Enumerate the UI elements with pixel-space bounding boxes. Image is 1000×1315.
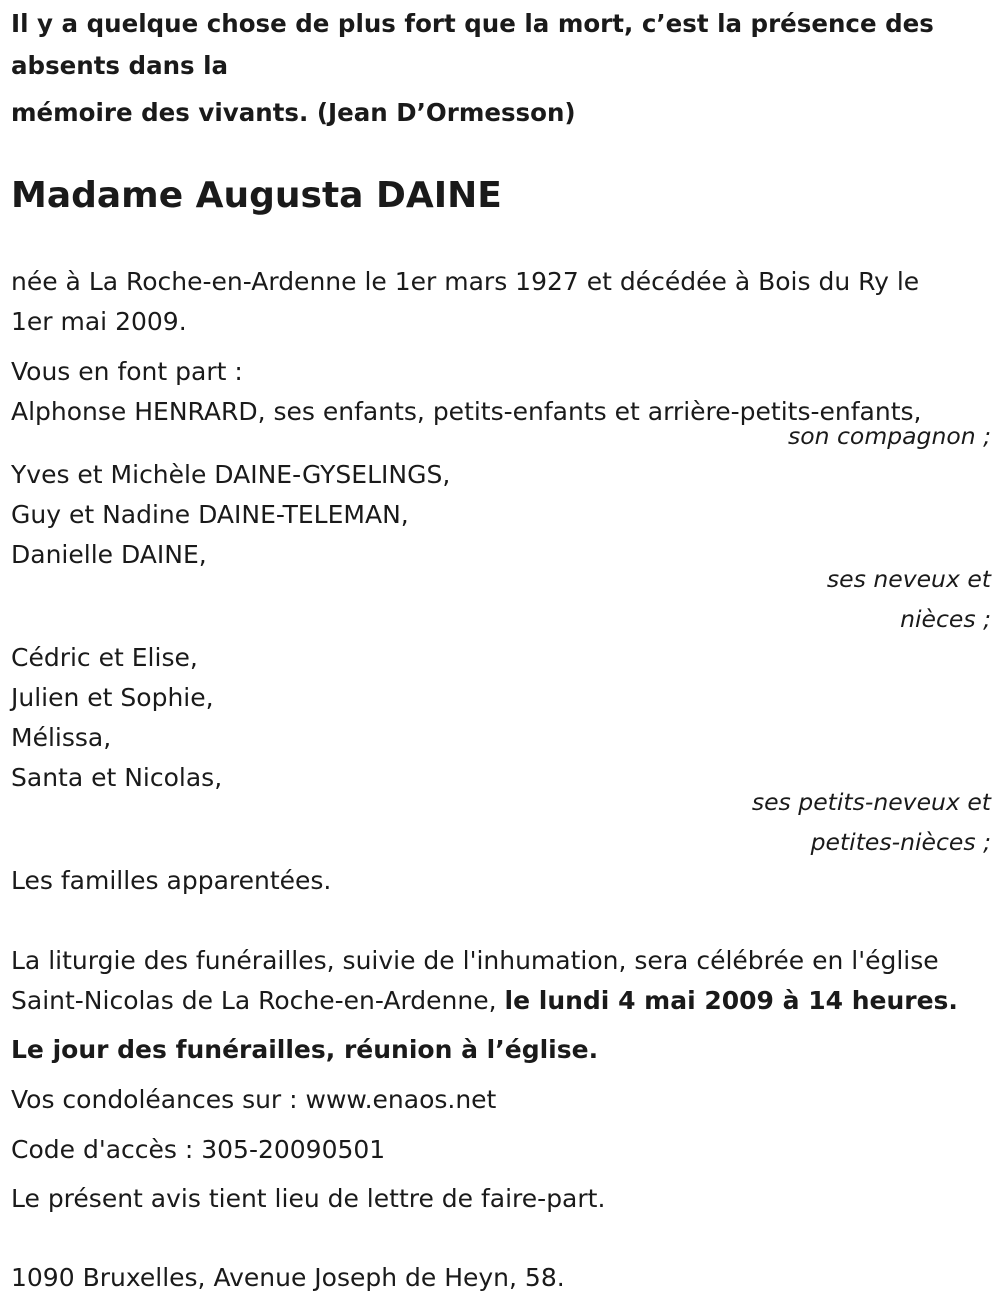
liturgy-location: Saint-Nicolas de La Roche-en-Ardenne, bbox=[11, 986, 505, 1015]
liturgy-line-1: La liturgie des funérailles, suivie de l'inhumation, sera célébrée en l'église bbox=[11, 946, 939, 975]
grand-nephew-name: Julien et Sophie, bbox=[11, 683, 214, 712]
liturgy-date: le lundi 4 mai 2009 à 14 heures. bbox=[504, 986, 958, 1015]
condolences-text: Vos condoléances sur : www.enaos.net bbox=[11, 1085, 497, 1114]
birth-line-2: 1er mai 2009. bbox=[11, 307, 187, 336]
nephew-name: Guy et Nadine DAINE-TELEMAN, bbox=[11, 500, 409, 529]
nephews-relation-line-1: ses neveux et bbox=[826, 565, 991, 593]
access-code: Code d'accès : 305-20090501 bbox=[11, 1135, 386, 1164]
nephew-name: Yves et Michèle DAINE-GYSELINGS, bbox=[11, 460, 451, 489]
address: 1090 Bruxelles, Avenue Joseph de Heyn, 58. bbox=[11, 1263, 565, 1292]
grand-nephews-relation-line-1: ses petits-neveux et bbox=[751, 788, 991, 816]
quote-line-3: mémoire des vivants. (Jean D’Ormesson) bbox=[11, 98, 576, 127]
grand-nephew-name: Cédric et Elise, bbox=[11, 643, 198, 672]
quote-line-2: absents dans la bbox=[11, 51, 229, 80]
companion-name: Alphonse HENRARD, ses enfants, petits-enfants et arrière-petits-enfants, bbox=[11, 397, 922, 426]
companion-relation: son compagnon ; bbox=[788, 422, 991, 450]
grand-nephew-name: Mélissa, bbox=[11, 723, 112, 752]
quote-line-1: Il y a quelque chose de plus fort que la mort, c’est la présence des bbox=[11, 9, 934, 38]
nephews-relation-line-2: nièces ; bbox=[900, 605, 991, 633]
families-text: Les familles apparentées. bbox=[11, 866, 332, 895]
gathering-text: Le jour des funérailles, réunion à l’église. bbox=[11, 1035, 599, 1064]
intro-text: Vous en font part : bbox=[11, 357, 243, 386]
grand-nephew-name: Santa et Nicolas, bbox=[11, 763, 223, 792]
deceased-name: Madame Augusta DAINE bbox=[11, 175, 502, 216]
birth-line-1: née à La Roche-en-Ardenne le 1er mars 1927 et décédée à Bois du Ry le bbox=[11, 267, 920, 296]
notice-text: Le présent avis tient lieu de lettre de faire-part. bbox=[11, 1184, 606, 1213]
liturgy-line-2 bbox=[11, 986, 958, 1016]
grand-nephews-relation-line-2: petites-nièces ; bbox=[810, 828, 991, 856]
nephew-name: Danielle DAINE, bbox=[11, 540, 207, 569]
